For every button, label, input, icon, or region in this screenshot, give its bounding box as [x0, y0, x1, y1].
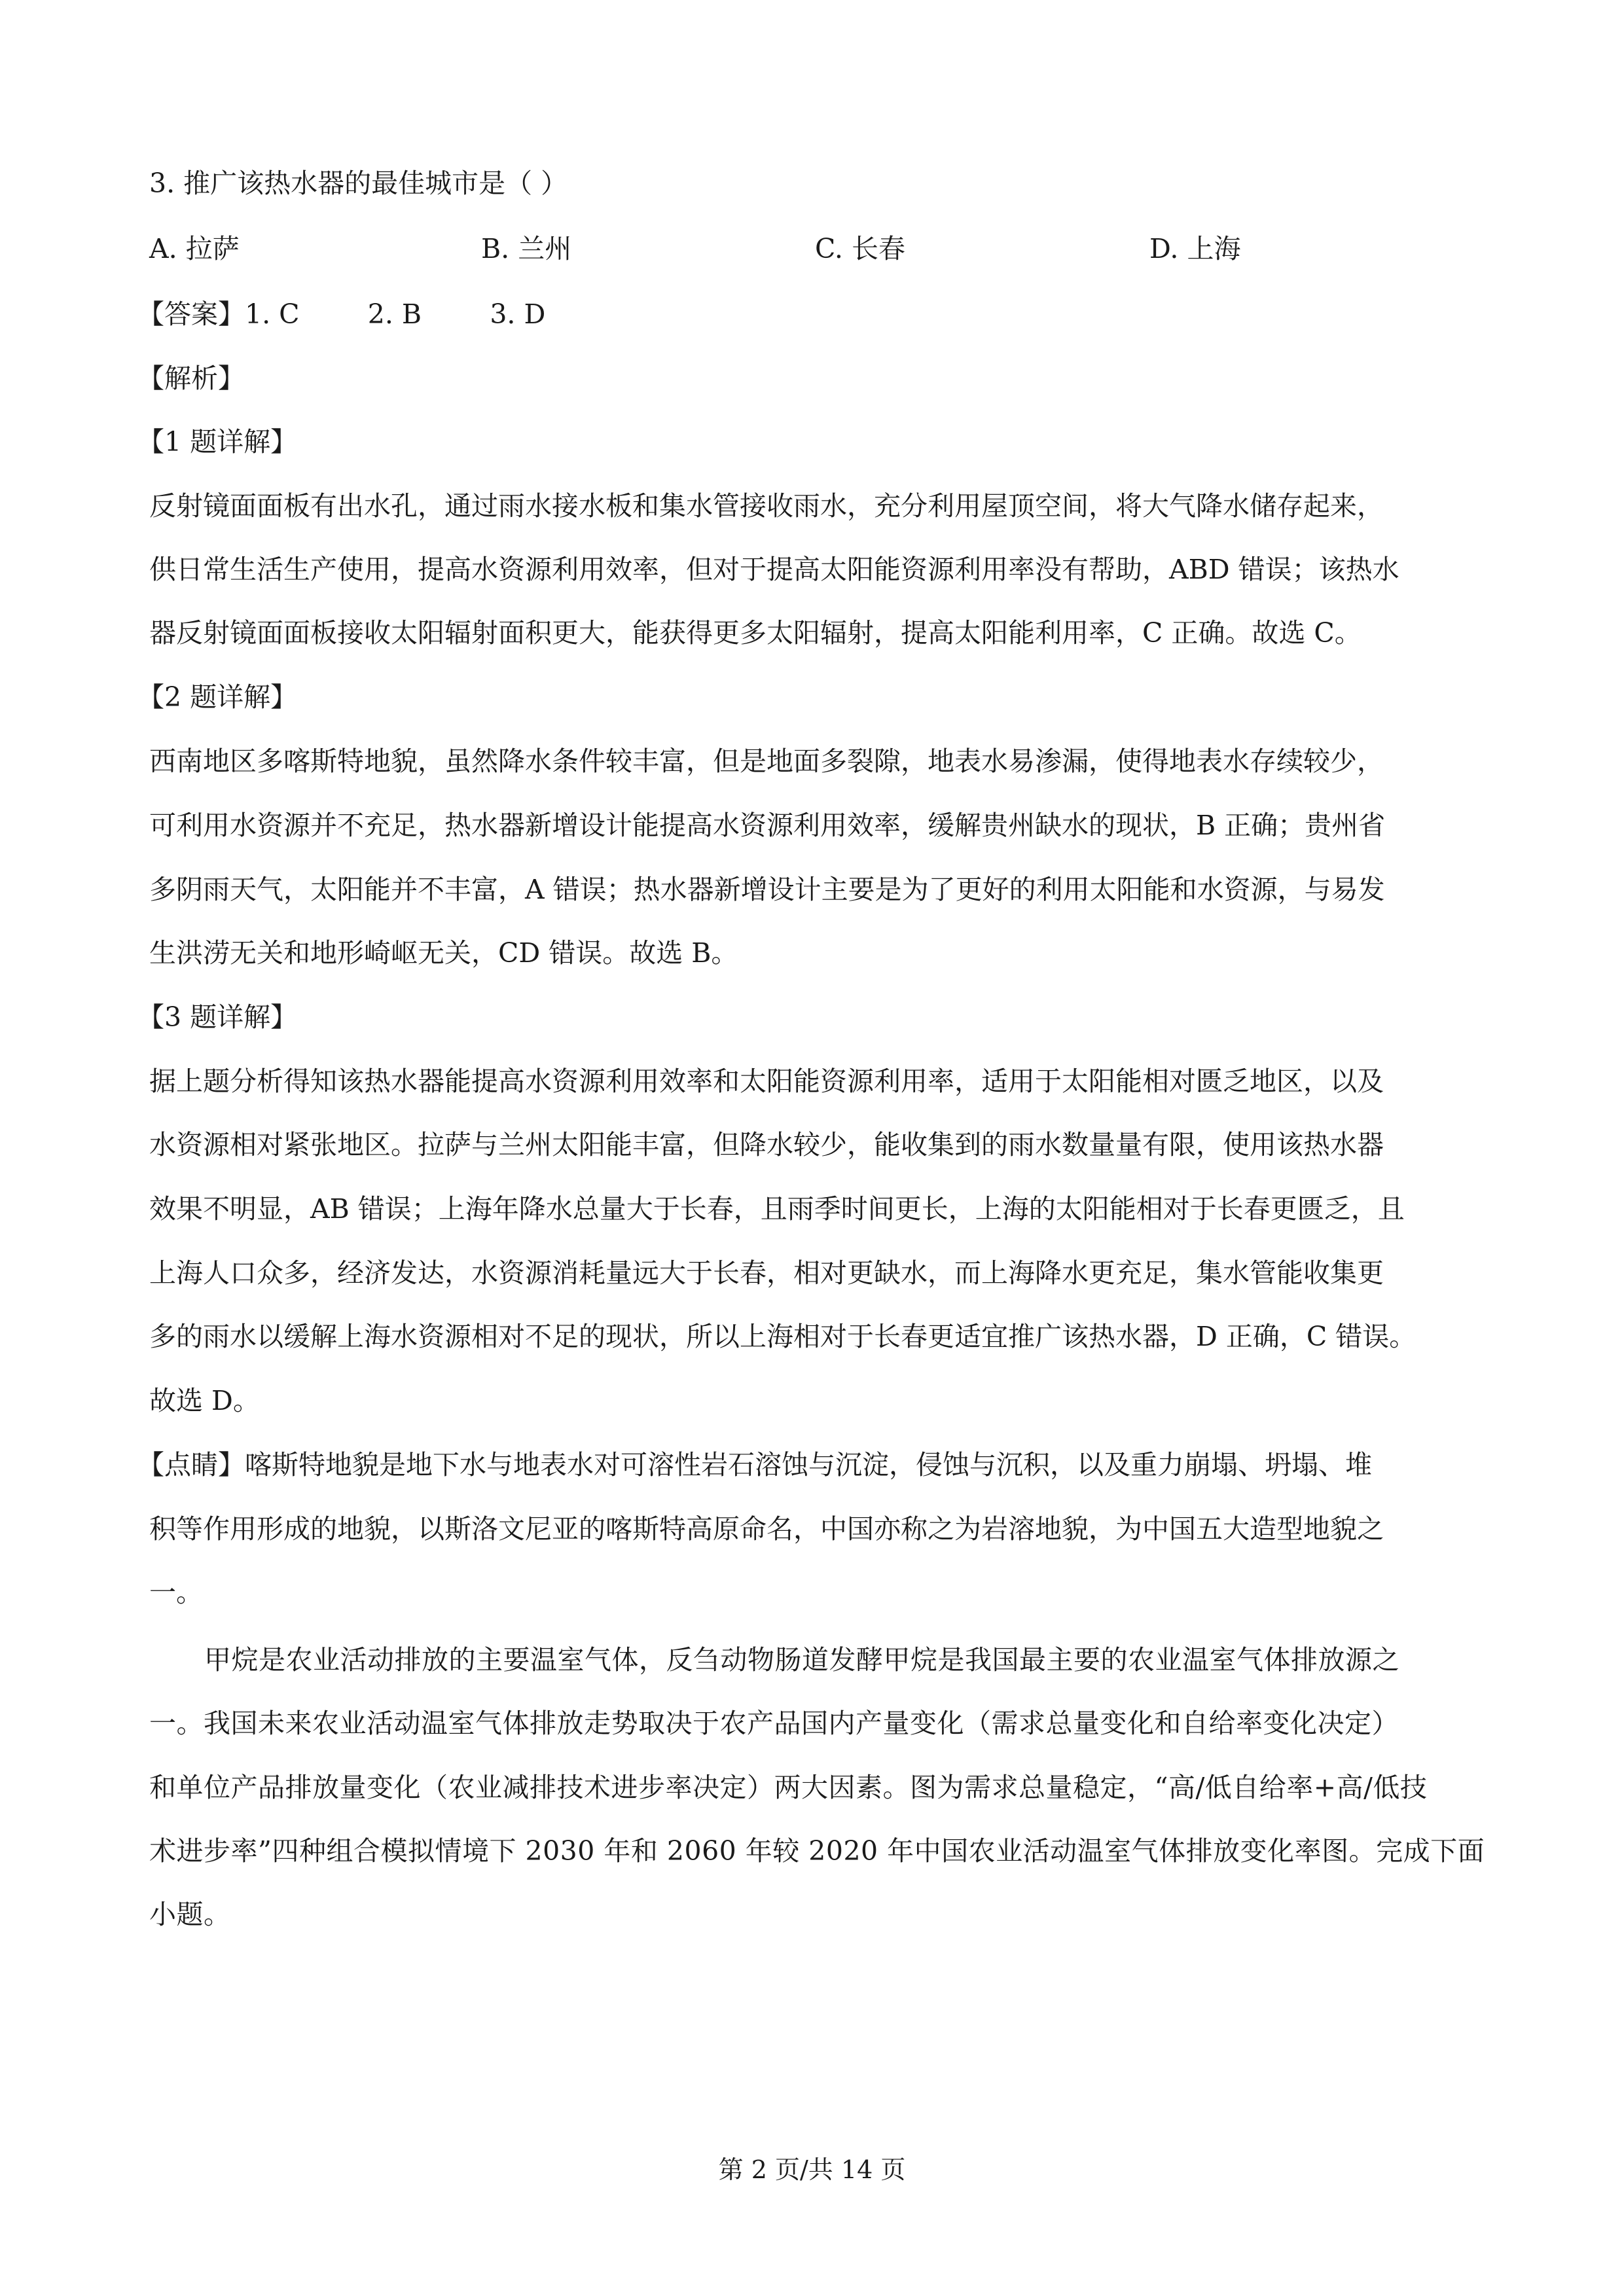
q3-line-1: 据上题分析得知该热水器能提高水资源利用效率和太阳能资源利用率，适用于太阳能相对匮乏地区，以及 — [149, 1066, 1384, 1097]
q2-heading: 【2 题详解】 — [137, 681, 298, 713]
intro-line-4: 术进步率”四种组合模拟情境下 2030 年和 2060 年较 2020 年中国农业活动温室气体排放变化率图。完成下面 — [149, 1835, 1485, 1867]
note-line-3: 一。 — [149, 1577, 203, 1608]
intro-line-1: 甲烷是农业活动排放的主要温室气体，反刍动物肠道发酵甲烷是我国最主要的农业温室气体排放源之 — [204, 1644, 1399, 1676]
analysis-label: 【解析】 — [137, 363, 245, 394]
q2-line-2: 可利用水资源并不充足，热水器新增设计能提高水资源利用效率，缓解贵州缺水的现状，B 正确；贵州省 — [149, 810, 1386, 841]
q3-line-4: 上海人口众多，经济发达，水资源消耗量远大于长春，相对更缺水，而上海降水更充足，集水管能收集更 — [149, 1257, 1384, 1289]
q1-line-3: 器反射镜面面板接收太阳辐射面积更大，能获得更多太阳辐射，提高太阳能利用率，C 正确。故选 C。 — [149, 617, 1362, 649]
q2-line-1: 西南地区多喀斯特地貌，虽然降水条件较丰富，但是地面多裂隙，地表水易渗漏，使得地表水存续较少， — [149, 745, 1384, 777]
option-a: A. 拉萨 — [149, 233, 240, 264]
q3-line-2: 水资源相对紧张地区。拉萨与兰州太阳能丰富，但降水较少，能收集到的雨水数量量有限，使用该热水器 — [149, 1129, 1384, 1160]
intro-line-3: 和单位产品排放量变化（农业减排技术进步率决定）两大因素。图为需求总量稳定，“高/低自给率+高/低技 — [149, 1772, 1428, 1803]
q1-heading: 【1 题详解】 — [137, 426, 298, 457]
q2-line-3: 多阴雨天气，太阳能并不丰富，A 错误；热水器新增设计主要是为了更好的利用太阳能和水资源，与易发 — [149, 874, 1385, 905]
note-line-1: 【点睛】喀斯特地貌是地下水与地表水对可溶性岩石溶蚀与沉淀，侵蚀与沉积，以及重力崩塌、坍塌、堆 — [137, 1449, 1372, 1480]
question-stem: 3. 推广该热水器的最佳城市是（ ） — [149, 168, 568, 199]
q1-line-2: 供日常生活生产使用，提高水资源利用效率，但对于提高太阳能资源利用率没有帮助，ABD 错误；该热水 — [149, 554, 1399, 585]
q1-line-1: 反射镜面面板有出水孔，通过雨水接水板和集水管接收雨水，充分利用屋顶空间，将大气降水储存起来， — [149, 490, 1384, 522]
note-line-2: 积等作用形成的地貌，以斯洛文尼亚的喀斯特高原命名，中国亦称之为岩溶地貌，为中国五大造型地貌之 — [149, 1513, 1384, 1545]
q3-line-3: 效果不明显，AB 错误；上海年降水总量大于长春，且雨季时间更长，上海的太阳能相对于长春更匮乏，且 — [149, 1193, 1405, 1225]
answer-line: 【答案】1. C 2. B 3. D — [137, 298, 546, 330]
option-b: B. 兰州 — [481, 233, 572, 264]
q2-line-4: 生洪涝无关和地形崎岖无关，CD 错误。故选 B。 — [149, 937, 738, 969]
page-number: 第 2 页/共 14 页 — [718, 2155, 906, 2184]
q3-heading: 【3 题详解】 — [137, 1001, 298, 1033]
intro-line-2: 一。我国未来农业活动温室气体排放走势取决于农产品国内产量变化（需求总量变化和自给率变化决定） — [149, 1708, 1399, 1739]
intro-line-5: 小题。 — [149, 1899, 231, 1930]
q3-line-6: 故选 D。 — [149, 1385, 260, 1416]
q3-line-5: 多的雨水以缓解上海水资源相对不足的现状，所以上海相对于长春更适宜推广该热水器，D 正确，C 错误。 — [149, 1321, 1416, 1352]
option-c: C. 长春 — [815, 233, 905, 264]
option-d: D. 上海 — [1149, 233, 1241, 264]
